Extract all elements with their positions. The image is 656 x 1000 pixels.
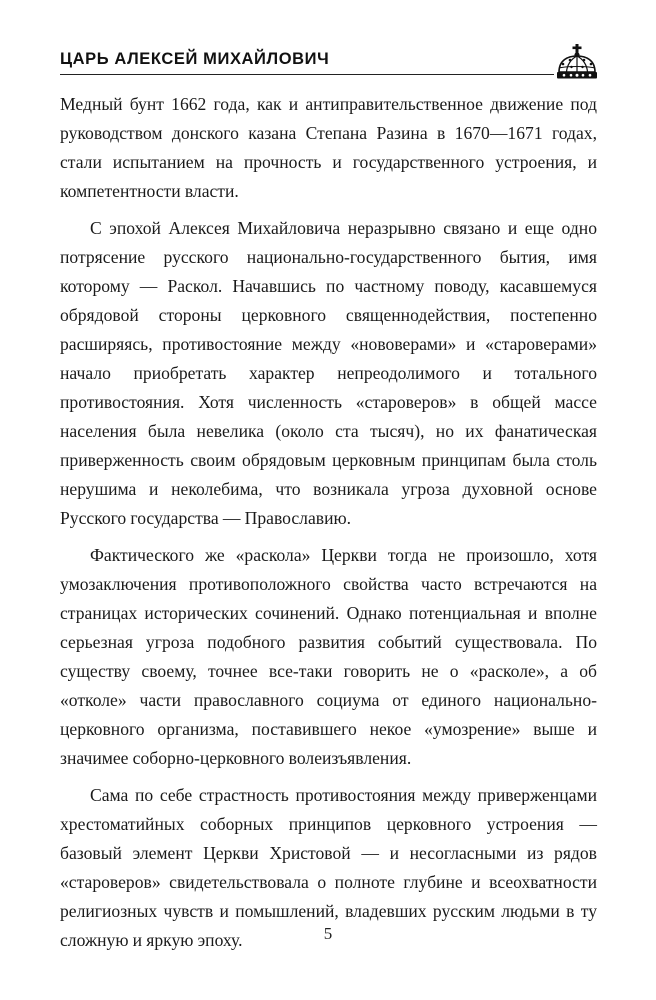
running-header	[60, 44, 600, 82]
paragraph: Медный бунт 1662 года, как и антиправительственное движение под руководством донского казана Степана Разина в 1670—1671 годах, стали испытанием на прочность и государственного устроения, и компетентности власти.	[60, 94, 597, 201]
running-title: ЦАРЬ АЛЕКСЕЙ МИХАЙЛОВИЧ	[60, 50, 330, 68]
crown-icon	[554, 44, 600, 82]
page-number: 5	[323, 924, 333, 943]
paragraph: Фактического же «раскола» Церкви тогда не произошло, хотя умозаключения противоположного свойства часто встречаются на страницах исторических сочинений. Однако потенциальная и вполне серьезная угроза подобного развития событий существовала. По существу своему, точнее все-таки говорить не о «расколе», а об «отколе» части православного социума от единого национально-церковного организма, поставившего некое «умозрение» выше и значимее соборно-церковного волеизъявления.	[60, 545, 597, 768]
body-text	[60, 90, 597, 955]
paragraph: Сама по себе страстность противостояния между приверженцами хрестоматийных соборных принципов церковного устроения — базовый элемент Церкви Христовой — и несогласными из рядов «староверов» свидетельствовала о полноте глубине и всеохватности религиозных чувств и помышлений, владевших русским людьми в ту сложную и яркую эпоху.	[60, 785, 597, 950]
header-rule	[60, 74, 554, 75]
paragraph: С эпохой Алексея Михайловича неразрывно связано и еще одно потрясение русского национально-государственного бытия, имя которому — Раскол. Начавшись по частному поводу, касавшемуся обрядовой стороны церковного священнодействия, постепенно расширяясь, противостояние между «нововерами» и «староверами» начало приобретать характер непреодолимого и тотального противостояния. Хотя численность «староверов» в общей массе населения была невелика (около ста тысяч), но их фанатическая приверженность своим обрядовым церковным принципам была столь нерушима и неколебима, что возникала угроза духовной основе Русского государства — Православию.	[60, 218, 597, 528]
